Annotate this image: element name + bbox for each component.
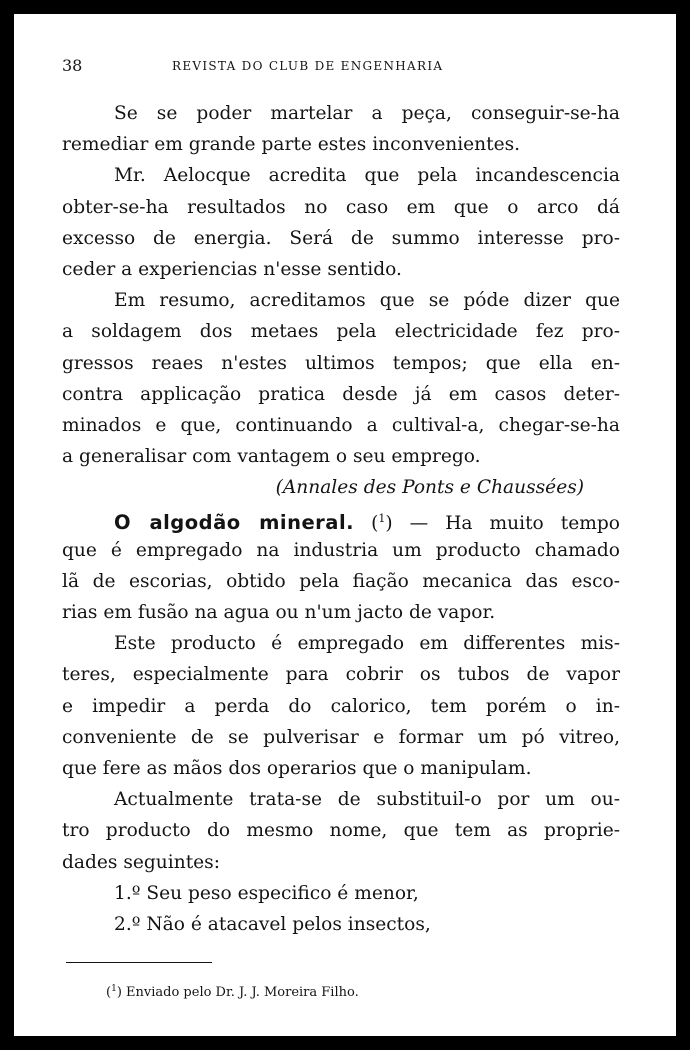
section-first-line-text: — Ha muito tempo (409, 513, 620, 535)
footnote-mark-close: ) (116, 985, 122, 1000)
text-line: que é empregado na industria um producto chamado (62, 539, 620, 561)
text-line: gressos reaes n'estes ultimos tempos; que ella en- (62, 352, 620, 374)
text-line: que fere as mãos dos operarios que o manipulam. (62, 757, 532, 779)
footnote-ref-mark: 1 (378, 512, 386, 526)
text-line: a soldagem dos metaes pela electricidade fez pro- (62, 321, 620, 343)
footnote-divider (66, 962, 212, 963)
text-line: lã de escorias, obtido pela fiação mecanica das esco- (62, 570, 620, 592)
text-line: excesso de energia. Será de summo interesse pro- (62, 227, 620, 249)
running-title: REVISTA DO CLUB DE ENGENHARIA (172, 59, 444, 73)
source-citation: (Annales des Ponts e Chaussées) (275, 477, 584, 499)
text-line: contra applicação pratica desde já em casos deter- (62, 383, 620, 405)
page (14, 14, 676, 1036)
text-line: remediar em grande parte estes inconvenientes. (62, 134, 521, 156)
footnote-mark-open: ( (106, 985, 112, 1000)
footnote-text: Enviado pelo Dr. J. J. Moreira Filho. (126, 985, 359, 1000)
footnote-mark: 1 (111, 984, 117, 994)
text-line: tro producto do mesmo nome, que tem as proprie- (62, 820, 620, 842)
text-line: e impedir a perda do calorico, tem porém o in- (62, 695, 620, 717)
list-item: 2.º Não é atacavel pelos insectos, (114, 913, 431, 935)
text-line: dades seguintes: (62, 851, 220, 873)
text-line: Se se poder martelar a peça, conseguir-se-ha (114, 103, 620, 124)
page-header (62, 56, 628, 80)
footnote (106, 984, 359, 1000)
text-line: rias em fusão na agua ou n'um jacto de vapor. (62, 602, 496, 623)
footnote-ref-open: ( (371, 513, 379, 535)
text-line: ceder a experiencias n'esse sentido. (62, 258, 402, 280)
text-line: a generalisar com vantagem o seu emprego. (62, 446, 481, 468)
list-item: 1.º Seu peso especifico é menor, (114, 882, 419, 904)
text-line: Em resumo, acreditamos que se póde dizer que (114, 290, 620, 312)
section-first-line (62, 503, 620, 534)
text-line: minados e que, continuando a cultival-a, chegar-se-ha (62, 414, 620, 436)
text-line: conveniente de se pulverisar e formar um pó vitreo, (62, 726, 620, 748)
text-line: Este producto é empregado em differentes mis- (114, 633, 620, 655)
text-line: Actualmente trata-se de substituil-o por um ou- (114, 789, 620, 811)
page-number: 38 (62, 56, 83, 75)
text-line: teres, especialmente para cobrir os tubos de vapor (62, 664, 620, 686)
text-line: Mr. Aelocque acredita que pela incandescencia (114, 165, 620, 187)
text-line: obter-se-ha resultados no caso em que o arco dá (62, 196, 620, 218)
body-text (62, 98, 620, 940)
footnote-ref-close: ) (385, 513, 393, 535)
section-heading: O algodão mineral. (114, 511, 355, 535)
